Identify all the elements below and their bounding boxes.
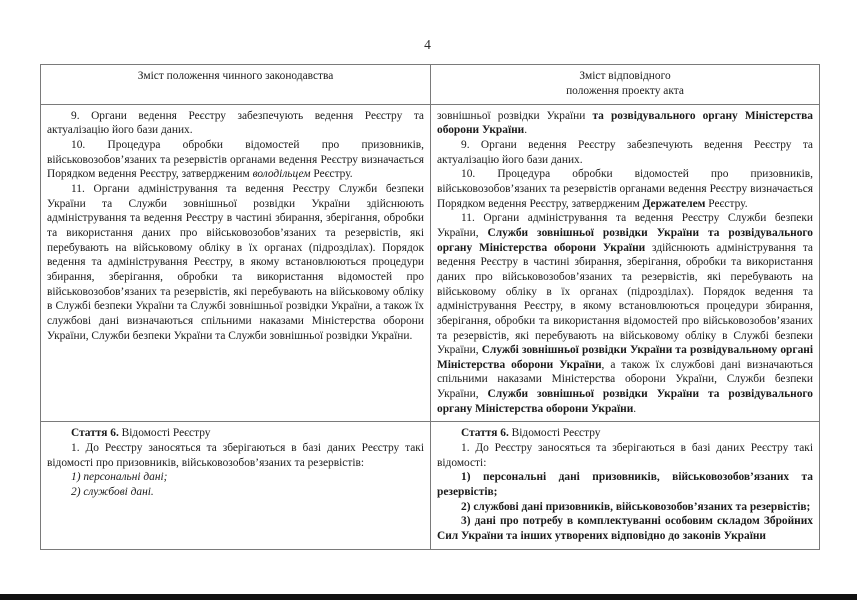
article-6-label-right: Стаття 6. [461,427,509,440]
cell-draft-act-block2 [431,422,820,549]
paragraph-11-left: 11. Органи адміністрування та ведення Реєстру Служби безпеки України та Служби зовнішньої розвідки України здійснюють адміністрування та ведення Реєстру в частині збирання, зберігання, обробки та використання даних про військовозобов’язаних та резервістів, які перебувають на військовому обліку в їх органах (підрозділах). Порядок ведення та адміністрування Реєстру, в якому встановлюються процедури збирання, зберігання, обробки та використання відомостей про військовозобов’язаних та резервістів, які перебувають на військовому обліку в Службі безпеки України та Службі зовнішньої розвідки України, а також їх службові дані визначаються спільними наказами Міністерства оборони України, Служби безпеки України та Служби зовнішньої розвідки України. [47,182,424,342]
article-6-heading-right [437,426,813,441]
page-number: 4 [424,37,431,52]
paragraph-8-right-bold: та розвідувального органу Міністерства оборони України [437,109,813,137]
article-6-paragraph-1-left: 1. До Реєстру заносяться та зберігаються в базі даних Реєстру такі відомості про призовників, військовозобов’язаних та резервістів: [47,442,424,469]
paragraph-9-left: 9. Органи ведення Реєстру забезпечують ведення Реєстру та актуалізацію його бази даних. [47,109,424,137]
list-item: 2) службові дані. [71,486,154,499]
paragraph-10-left-emphasis: володільцем [252,168,311,181]
header-cell-current-legislation [41,65,431,105]
paragraph-10-left-part2: Реєстру. [310,168,353,181]
paragraph-10-right-bold: Держателем [642,197,706,210]
list-item: 1) персональні дані; [71,471,168,484]
article-6-paragraph-1-right: 1. До Реєстру заносяться та зберігаються в базі даних Реєстру такі відомості: [437,442,813,469]
paragraph-8-right-part2: . [524,124,528,137]
list-item: 3) дані про потребу в комплектуванні особовим складом Збройних Сил України та інших утворених відповідно до законів України [437,515,813,543]
paragraph-11-right-bold-1: Служби зовнішньої розвідки України та розвідувального органу Міністерства оборони України [437,226,814,254]
paragraph-10-left [47,138,424,182]
paragraph-10-right [437,167,813,211]
paragraph-10-left-part1: 10. Процедура обробки відомостей про призовників, військовозобов’язаних та резервістів органами ведення Реєстру визначається Порядком ведення Реєстру, затвердженим [47,138,424,181]
paragraph-11-right-part1: 11. Органи адміністрування та ведення Реєстру Служби безпеки України, [437,212,813,239]
paragraph-9-right: 9. Органи ведення Реєстру забезпечують ведення Реєстру та актуалізацію його бази даних. [437,138,813,166]
table-header-row [41,65,820,105]
paragraph-10-right-part2: Реєстру. [705,197,748,210]
paragraph-11-right-bold-2: Службі зовнішньої розвідки України та розвідувальному органі Міністерства оборони України [437,344,813,371]
cell-current-legislation-block1 [41,104,431,422]
header-right-label-line1: Зміст відповідного [579,70,671,82]
paragraph-11-right-part4: . [633,402,637,415]
paragraph-11-right-part3: , а також їх службові дані визначаються спільними наказами Міністерства оборони України, Служби безпеки України, [437,358,813,401]
paragraph-11-right [437,211,813,416]
comparison-table [40,64,820,550]
cell-current-legislation-block2 [41,422,431,549]
list-item: 2) службові дані призовників, військовозобов’язаних та резервістів; [461,500,811,513]
table-row [41,104,820,422]
article-6-label-left: Стаття 6. [71,427,119,440]
paragraph-11-right-part2: здійснюють адміністрування та ведення Реєстру в частині збирання, зберігання, обробки та використання даних про військовозобов’язаних та резервістів, які перебувають на військовому обліку в їх органах (підрозділах). Порядок ведення та адміністрування Реєстру, в якому встановлюються процедури збирання, зберігання, обробки та використання відомостей про військовозобов’язаних та резервістів, які перебувають на військовому обліку в Службі безпеки України, [437,241,813,357]
article-6-heading-left [47,426,424,441]
bottom-edge-band [0,594,857,600]
paragraph-10-right-part1: 10. Процедура обробки відомостей про призовників, військовозобов’язаних та резервістів органами ведення Реєстру визначається Порядком ведення Реєстру, затвердженим [437,168,813,210]
header-right-label-line2: положення проекту акта [566,84,684,97]
header-cell-draft-act [431,65,820,105]
article-6-title-left: Відомості Реєстру [118,427,211,440]
paragraph-11-right-bold-3: Служби зовнішньої розвідки України та розвідувального органу Міністерства оборони України [437,388,814,415]
list-item: 1) персональні дані призовників, військовозобов’язаних та резервістів; [437,471,813,499]
cell-draft-act-block1 [431,104,820,422]
paragraph-8-right-part1: зовнішньої розвідки України [437,109,593,122]
article-6-title-right: Відомості Реєстру [508,427,601,440]
table-row [41,422,820,549]
paragraph-8-continuation-right [437,109,813,138]
header-left-label: Зміст положення чинного законодавства [137,70,334,82]
